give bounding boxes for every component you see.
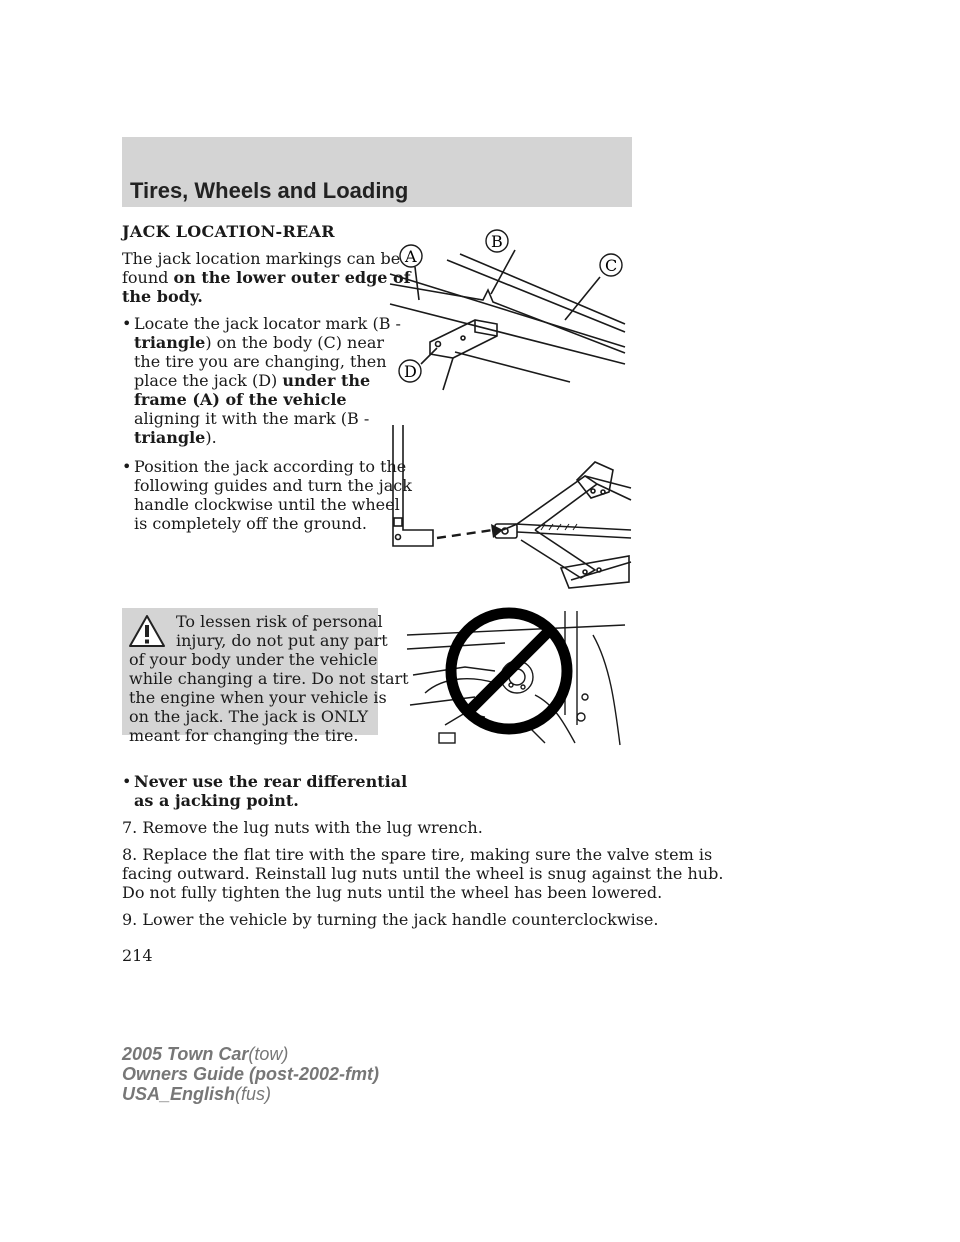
bullet-text-line: Position the jack according to the xyxy=(134,457,407,476)
footer-bold: USA_English xyxy=(122,1084,236,1104)
warning-text-line: meant for changing the tire. xyxy=(129,726,359,745)
section-header-title: Tires, Wheels and Loading xyxy=(130,178,409,203)
bullet-text-line: Locate the jack locator mark (B - xyxy=(134,314,401,333)
intro-text-plain: found xyxy=(122,268,174,287)
bullet-text-line xyxy=(134,428,217,448)
warning-text-line: the engine when your vehicle is xyxy=(129,688,387,707)
jack-location-heading: JACK LOCATION-REAR xyxy=(122,222,335,241)
warning-triangle-icon xyxy=(128,614,166,648)
footer-plain: (tow) xyxy=(248,1044,289,1064)
bullet-text-bold: triangle xyxy=(134,333,206,352)
bullet-text-line xyxy=(134,371,370,391)
bullet-text-line: following guides and turn the jack xyxy=(134,476,412,495)
bullet-text-plain: ) on the body (C) near xyxy=(205,333,384,352)
step-8-text-line: Do not fully tighten the lug nuts until the wheel has been lowered. xyxy=(122,883,663,902)
step-8-text-line: 8. Replace the flat tire with the spare tire, making sure the valve stem is xyxy=(122,845,713,864)
step-8-text-line: facing outward. Reinstall lug nuts until the wheel is snug against the hub. xyxy=(122,864,724,883)
bullet-text-line: is completely off the ground. xyxy=(134,514,367,533)
bullet-text-bold: triangle xyxy=(134,428,206,447)
bullet-text-line: frame (A) of the vehicle xyxy=(134,390,347,409)
bullet-symbol: • xyxy=(122,772,132,791)
warning-text-line: To lessen risk of personal xyxy=(176,612,383,631)
differential-prohibited-diagram xyxy=(405,605,627,750)
intro-text-line xyxy=(122,268,411,288)
footer-line xyxy=(122,1084,271,1104)
intro-text-line: The jack location markings can be xyxy=(122,249,401,268)
intro-text-bold: on the lower outer edge of xyxy=(173,268,411,287)
jack-handle-diagram xyxy=(385,420,635,590)
warning-text-line: injury, do not put any part xyxy=(176,631,388,650)
footer-line: Owners Guide (post-2002-fmt) xyxy=(122,1064,380,1084)
jack-location-diagram xyxy=(385,222,635,392)
bullet-text-line xyxy=(134,333,384,353)
figure-label-a: A xyxy=(405,247,417,266)
footer-line xyxy=(122,1044,288,1064)
bullet-text-bold: under the xyxy=(282,371,371,390)
figure-label-b: B xyxy=(491,232,503,251)
bullet-text-line: aligning it with the mark (B - xyxy=(134,409,370,428)
bullet-text-plain: ). xyxy=(205,428,217,447)
intro-text-line: the body. xyxy=(122,287,203,306)
footer-bold: 2005 Town Car xyxy=(122,1044,249,1064)
bullet-text-line: Never use the rear differential xyxy=(134,772,408,791)
bullet-text-line: handle clockwise until the wheel xyxy=(134,495,400,514)
bullet-text-line: as a jacking point. xyxy=(134,791,299,810)
bullet-text-line: the tire you are changing, then xyxy=(134,352,387,371)
warning-text-line: on the jack. The jack is ONLY xyxy=(129,707,369,726)
bullet-symbol: • xyxy=(122,314,132,333)
bullet-symbol: • xyxy=(122,457,132,476)
warning-text-line: while changing a tire. Do not start xyxy=(129,669,409,688)
page-number: 214 xyxy=(122,946,153,965)
warning-text-line: of your body under the vehicle xyxy=(129,650,378,669)
step-7-text: 7. Remove the lug nuts with the lug wrench. xyxy=(122,818,483,837)
footer-plain: (fus) xyxy=(235,1084,272,1104)
figure-label-c: C xyxy=(605,256,618,275)
figure-label-d: D xyxy=(404,362,417,381)
step-9-text: 9. Lower the vehicle by turning the jack handle counterclockwise. xyxy=(122,910,659,929)
bullet-text-plain: place the jack (D) xyxy=(134,371,283,390)
